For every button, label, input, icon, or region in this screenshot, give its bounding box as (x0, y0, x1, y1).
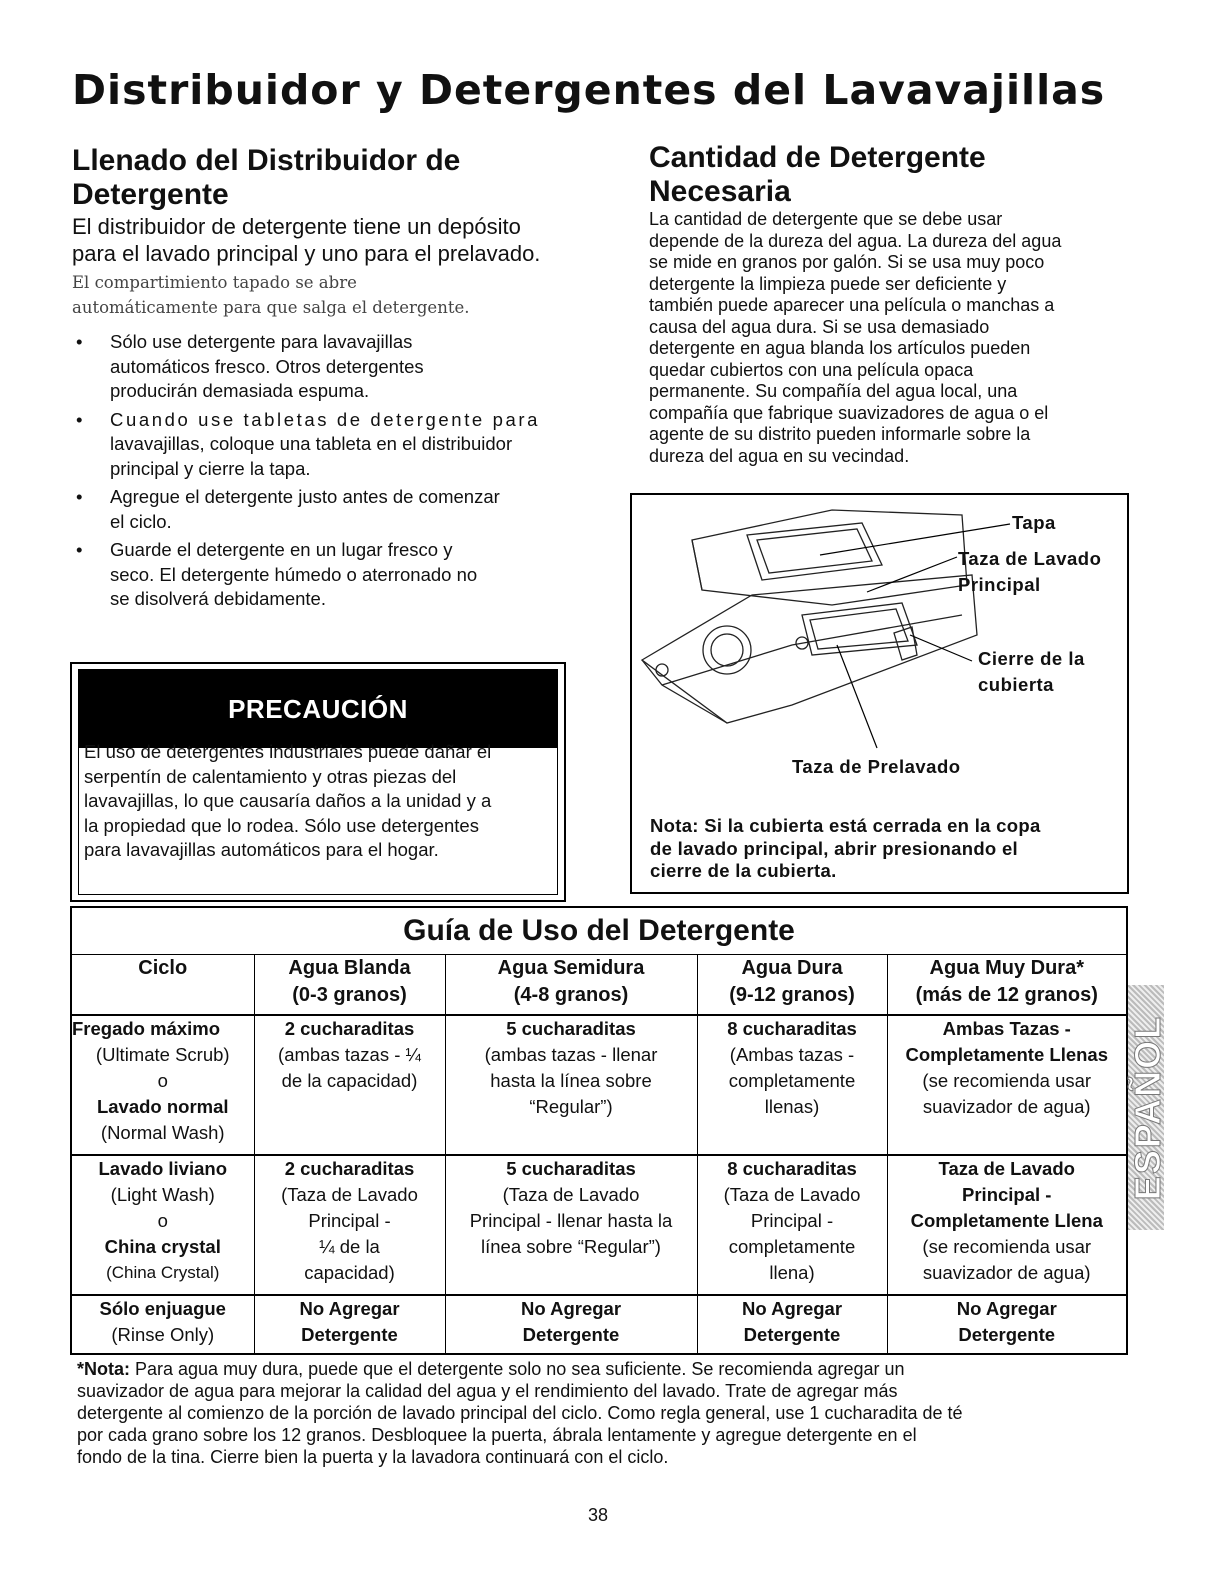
dispenser-diagram-box (630, 493, 1129, 894)
right-heading (649, 141, 986, 209)
bullet-item: • Guarde el detergente en un lugar fresco y seco. El detergente húmedo o aterronado no se disolverá debidamente. (76, 539, 478, 609)
caution-box (70, 662, 566, 902)
left-heading-line2: Detergente (72, 178, 229, 211)
table-row (72, 1295, 1126, 1355)
cell-very-hard: Taza de Lavado Principal - Completamente Llena (se recomienda usar suavizador de agua) (887, 1155, 1126, 1295)
cell-medium: 5 cucharaditas (ambas tazas - llenar hasta la línea sobre “Regular”) (445, 1015, 697, 1155)
cell-cycle: Sólo enjuague (Rinse Only) (72, 1295, 254, 1355)
left-heading (72, 144, 460, 212)
language-tab-label: ESPAÑOL (1127, 1014, 1168, 1201)
footnote: *Nota: Para agua muy dura, puede que el detergente solo no sea suficiente. Se recomienda agregar un suavizador de agua para mejorar la calidad del agua y el rendimiento del lavado. Trate de agregar más detergente al comienzo de la porción de lavado principal del ciclo. Como regla general, use 1 cucharadita de té por cada grano sobre los 12 granos. Desbloquee la puerta, ábrala lentamente y agregue detergente en el fondo de la tina. Cierre bien la puerta y la lavadora continuará con el ciclo. (77, 1359, 963, 1467)
cell-soft: No Agregar Detergente (254, 1295, 445, 1355)
dispenser-illustration (632, 495, 1127, 795)
cell-very-hard: Ambas Tazas - Completamente Llenas (se recomienda usar suavizador de agua) (887, 1015, 1126, 1155)
right-paragraph: La cantidad de detergente que se debe usar depende de la dureza del agua. La dureza del agua se mide en granos por galón. Si se usa muy poco detergente la limpieza puede ser deficiente y también puede aparecer una película o manchas a causa del agua dura. Si se usa demasiado detergente en agua blanda los artículos pueden quedar cubiertos con una película opaca permanente. Su compañía del agua local, una compañía que fabrique suavizadores de agua o el agente de su distrito pueden informarle sobre la dureza del agua en su vecindad. (649, 209, 1062, 466)
right-heading-line1: Cantidad de Detergente (649, 141, 986, 174)
right-heading-line2: Necesaria (649, 175, 791, 208)
detergent-guide (70, 906, 1128, 1355)
left-lead (72, 213, 540, 267)
cell-hard: 8 cucharaditas (Taza de Lavado Principal - completamente llena) (697, 1155, 887, 1295)
cell-cycle: Lavado liviano (Light Wash) o China crystal (China Crystal) (72, 1155, 254, 1295)
cell-hard: No Agregar Detergente (697, 1295, 887, 1355)
table-row (72, 1015, 1126, 1155)
bullet-item: • Agregue el detergente justo antes de comenzar el ciclo. (76, 486, 500, 532)
left-note-line2: automáticamente para que salga el detergente. (72, 298, 470, 317)
header-soft: Agua Blanda (0-3 granos) (254, 955, 445, 1015)
header-hard: Agua Dura (9-12 granos) (697, 955, 887, 1015)
label-main-cup: Taza de Lavado Principal (958, 548, 1102, 595)
caution-title: PRECAUCIÓN (79, 670, 557, 748)
cell-soft: 2 cucharaditas (ambas tazas - ¼ de la capacidad) (254, 1015, 445, 1155)
left-heading-line1: Llenado del Distribuidor de (72, 144, 461, 177)
left-lead-line2: para el lavado principal y uno para el prelavado. (72, 241, 541, 266)
cell-soft: 2 cucharaditas (Taza de Lavado Principal - ¼ de la capacidad) (254, 1155, 445, 1295)
cell-very-hard: No Agregar Detergente (887, 1295, 1126, 1355)
cell-medium: No Agregar Detergente (445, 1295, 697, 1355)
cell-cycle: Fregado máximo (Ultimate Scrub) o Lavado normal (Normal Wash) (72, 1015, 254, 1155)
cell-medium: 5 cucharaditas (Taza de Lavado Principal - llenar hasta la línea sobre “Regular”) (445, 1155, 697, 1295)
header-very-hard: Agua Muy Dura* (más de 12 granos) (887, 955, 1126, 1015)
label-tapa: Tapa (1012, 512, 1056, 533)
table-row (72, 1155, 1126, 1295)
diagram-note: Nota: Si la cubierta está cerrada en la copa de lavado principal, abrir presionando el cierre de la cubierta. (650, 815, 1041, 881)
label-latch: Cierre de la cubierta (978, 648, 1085, 695)
table-header-row (72, 955, 1126, 1015)
caution-text: El uso de detergentes industriales puede dañar el serpentín de calentamiento y otras piezas del lavavajillas, lo que causaría daños a la unidad y a la propiedad que lo rodea. Sólo use detergentes para lavavajillas automáticos para el hogar. (84, 741, 492, 860)
header-medium: Agua Semidura (4-8 granos) (445, 955, 697, 1015)
left-note-line1: El compartimiento tapado se abre (72, 273, 357, 292)
page-number: 38 (588, 1505, 609, 1525)
bullet-item: • Sólo use detergente para lavavajillas automáticos fresco. Otros detergentes producirán demasiada espuma. (76, 331, 424, 401)
header-cycle: Ciclo (138, 957, 188, 979)
footnote-label: *Nota: (77, 1359, 130, 1379)
page-title: Distribuidor y Detergentes del Lavavajillas (72, 66, 1106, 114)
left-lead-line1: El distribuidor de detergente tiene un depósito (72, 214, 521, 239)
guide-title: Guía de Uso del Detergente (403, 914, 795, 947)
guide-table (72, 954, 1126, 1355)
left-note (72, 270, 469, 320)
label-prewash-cup: Taza de Prelavado (792, 756, 961, 777)
bullet-item: • Cuando use tabletas de detergente para lavavajillas, coloque una tableta en el distribuidor principal y cierre la tapa. (76, 408, 540, 479)
cell-hard: 8 cucharaditas (Ambas tazas - completamente llenas) (697, 1015, 887, 1155)
bullet-list (72, 330, 572, 616)
